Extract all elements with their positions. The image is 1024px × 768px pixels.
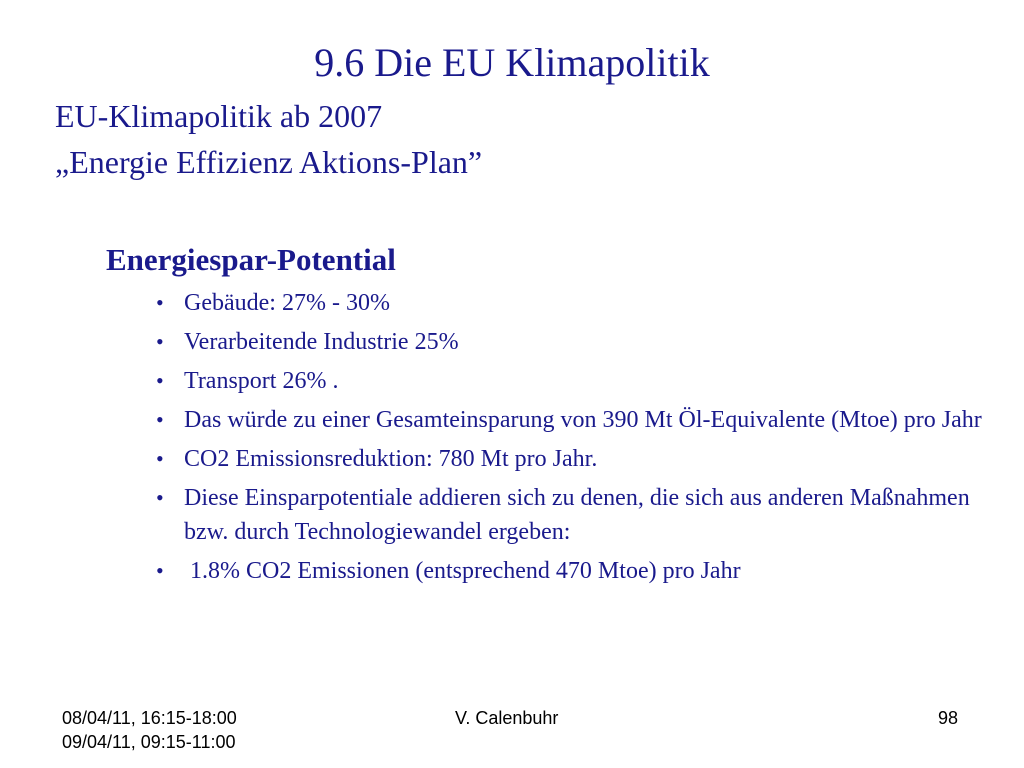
footer-dates: [62, 706, 237, 754]
bullet-item-co2-emissions: [156, 554, 986, 588]
slide-title: 9.6 Die EU Klimapolitik: [314, 40, 710, 85]
bullet-dot-icon: •: [156, 558, 164, 583]
bullet-dot-icon: •: [156, 329, 164, 354]
bullet-item-buildings: [156, 286, 986, 320]
bullet-text: CO2 Emissionsreduktion: 780 Mt pro Jahr.: [184, 446, 598, 472]
section-heading: Energiespar-Potential: [106, 242, 396, 277]
bullet-item-co2-reduction: [156, 442, 986, 476]
bullet-item-additional-potential: [156, 481, 986, 549]
bullet-dot-icon: •: [156, 290, 164, 315]
bullet-dot-icon: •: [156, 485, 164, 510]
footer-author: V. Calenbuhr: [455, 708, 559, 728]
bullet-item-total-savings: [156, 403, 986, 437]
bullet-dot-icon: •: [156, 446, 164, 471]
subtitle-action-plan: „Energie Effizienz Aktions-Plan”: [55, 144, 483, 180]
bullet-item-industry: [156, 325, 986, 359]
bullet-dot-icon: •: [156, 407, 164, 432]
bullet-item-transport: [156, 364, 986, 398]
bullet-dot-icon: •: [156, 368, 164, 393]
footer-page-number: 98: [938, 708, 959, 728]
footer-date-line-2: 09/04/11, 09:15-11:00: [62, 732, 236, 752]
bullet-text: Das würde zu einer Gesamteinsparung von 390 Mt Öl-Equivalente (Mtoe) pro Jahr: [184, 407, 982, 433]
bullet-list: [156, 286, 986, 593]
bullet-text: Gebäude: 27% - 30%: [184, 290, 390, 316]
footer-date-line-1: 08/04/11, 16:15-18:00: [62, 708, 237, 728]
bullet-text: Diese Einsparpotentiale addieren sich zu denen, die sich aus anderen Maßnahmen bzw. durch Technologiewandel ergeben:: [184, 485, 970, 545]
subtitle-policy: EU-Klimapolitik ab 2007: [55, 98, 383, 134]
bullet-text: 1.8% CO2 Emissionen (entsprechend 470 Mtoe) pro Jahr: [184, 558, 741, 584]
bullet-text: Transport 26% .: [184, 368, 339, 394]
bullet-text: Verarbeitende Industrie 25%: [184, 329, 459, 355]
